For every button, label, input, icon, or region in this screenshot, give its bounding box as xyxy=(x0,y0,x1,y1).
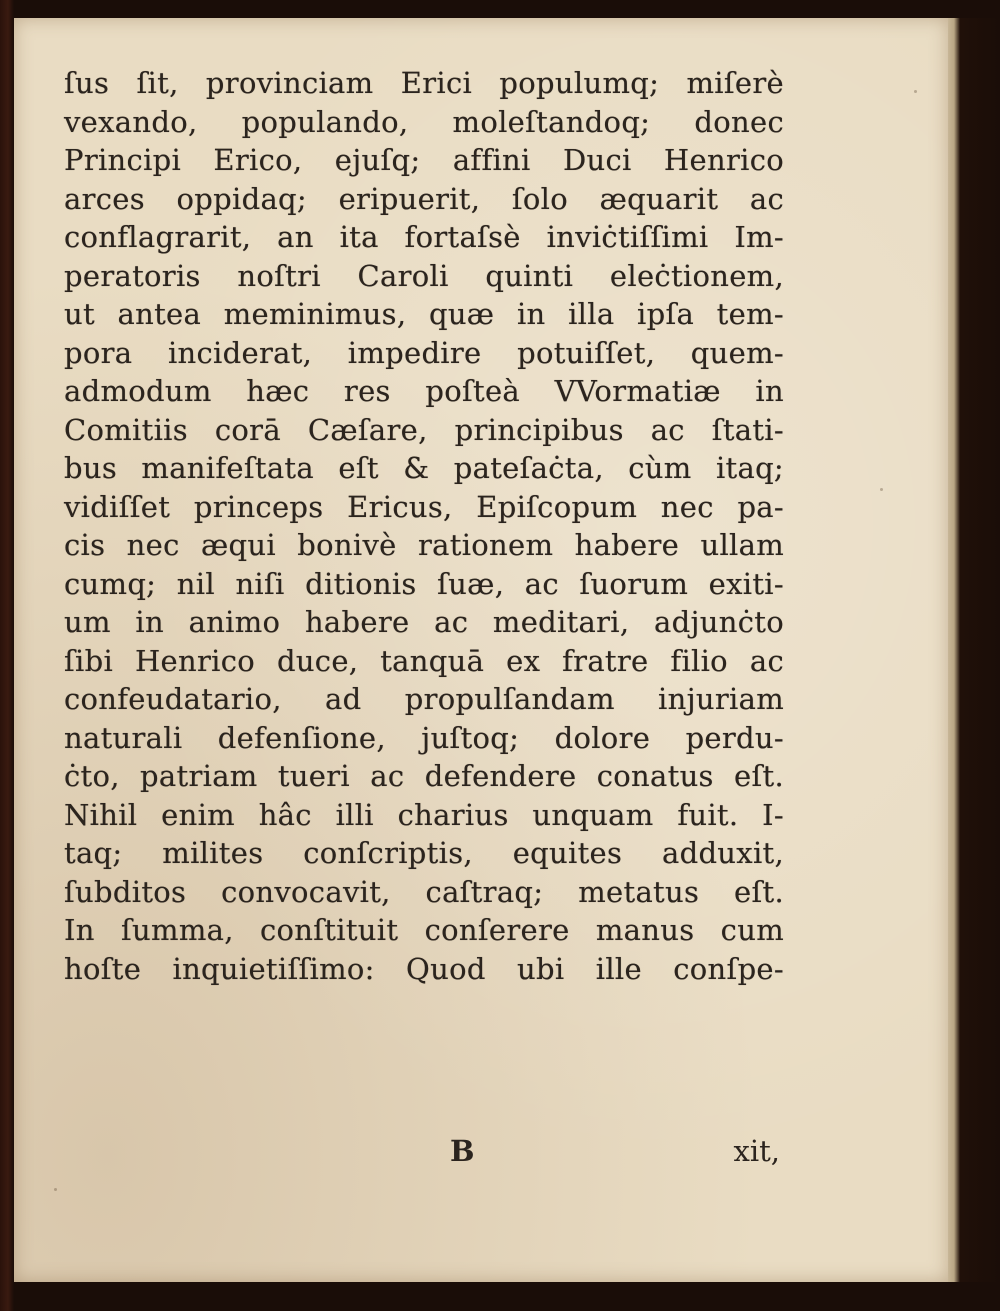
text-line: Comitiis corā Cæſare, principibus ac ſtati- xyxy=(64,412,784,447)
text-line: Nihil enim hâc illi charius unquam fuit. I- xyxy=(64,797,784,832)
paper-speck xyxy=(54,1188,57,1191)
text-line: taq; milites conſcriptis, equites adduxit, xyxy=(64,836,784,870)
footer-line xyxy=(64,1134,784,1174)
text-line: Principi Erico, ejuſq; affini Duci Henrico xyxy=(64,143,784,177)
text-line: ſus ſit, provinciam Erici populumq; miſerè xyxy=(64,66,784,100)
text-line: confeudatario, ad propulſandam injuriam xyxy=(64,682,784,716)
catchword: xit, xyxy=(733,1134,780,1168)
text-line: cumq; nil niſi ditionis ſuæ, ac ſuorum exiti- xyxy=(64,566,784,601)
text-line: ſubditos convocavit, caſtraq; metatus eſt. xyxy=(64,874,784,909)
paper-speck xyxy=(880,488,883,491)
text-line: In ſumma, conſtituit conſerere manus cum xyxy=(64,913,784,947)
text-line: peratoris noſtri Caroli quinti eleċtionem, xyxy=(64,258,784,293)
text-line: pora inciderat, impedire potuiſſet, quem- xyxy=(64,335,784,370)
text-line: arces oppidaq; eripuerit, ſolo æquarit ac xyxy=(64,181,784,216)
text-line: admodum hæc res poſteà VVormatiæ in xyxy=(64,374,784,408)
text-line: naturali defenſione, juſtoq; dolore perdu- xyxy=(64,720,784,755)
text-line: vidiſſet princeps Ericus, Epiſcopum nec pa- xyxy=(64,489,784,524)
text-line: ċto, patriam tueri ac defendere conatus eſt. xyxy=(64,759,784,793)
text-line: cis nec æqui bonivè rationem habere ullam xyxy=(64,528,784,562)
text-line: hoſte inquietiſſimo: Quod ubi ille conſpe- xyxy=(64,951,784,986)
text-line: conflagrarit, an ita fortaſsè inviċtiſſimi Im- xyxy=(64,220,784,254)
body-text xyxy=(64,64,784,988)
text-line: ſibi Henrico duce, tanquā ex fratre filio ac xyxy=(64,643,784,678)
text-line: ut antea meminimus, quæ in illa ipſa tem- xyxy=(64,297,784,331)
page-edge-shadow xyxy=(948,18,1000,1282)
signature-mark: B xyxy=(450,1134,475,1168)
paper-speck xyxy=(914,90,917,93)
text-line: bus manifeſtata eſt & pateſaċta, cùm itaq; xyxy=(64,451,784,485)
text-line: vexando, populando, moleſtandoq; donec xyxy=(64,104,784,139)
text-line: um in animo habere ac meditari, adjunċto xyxy=(64,605,784,639)
